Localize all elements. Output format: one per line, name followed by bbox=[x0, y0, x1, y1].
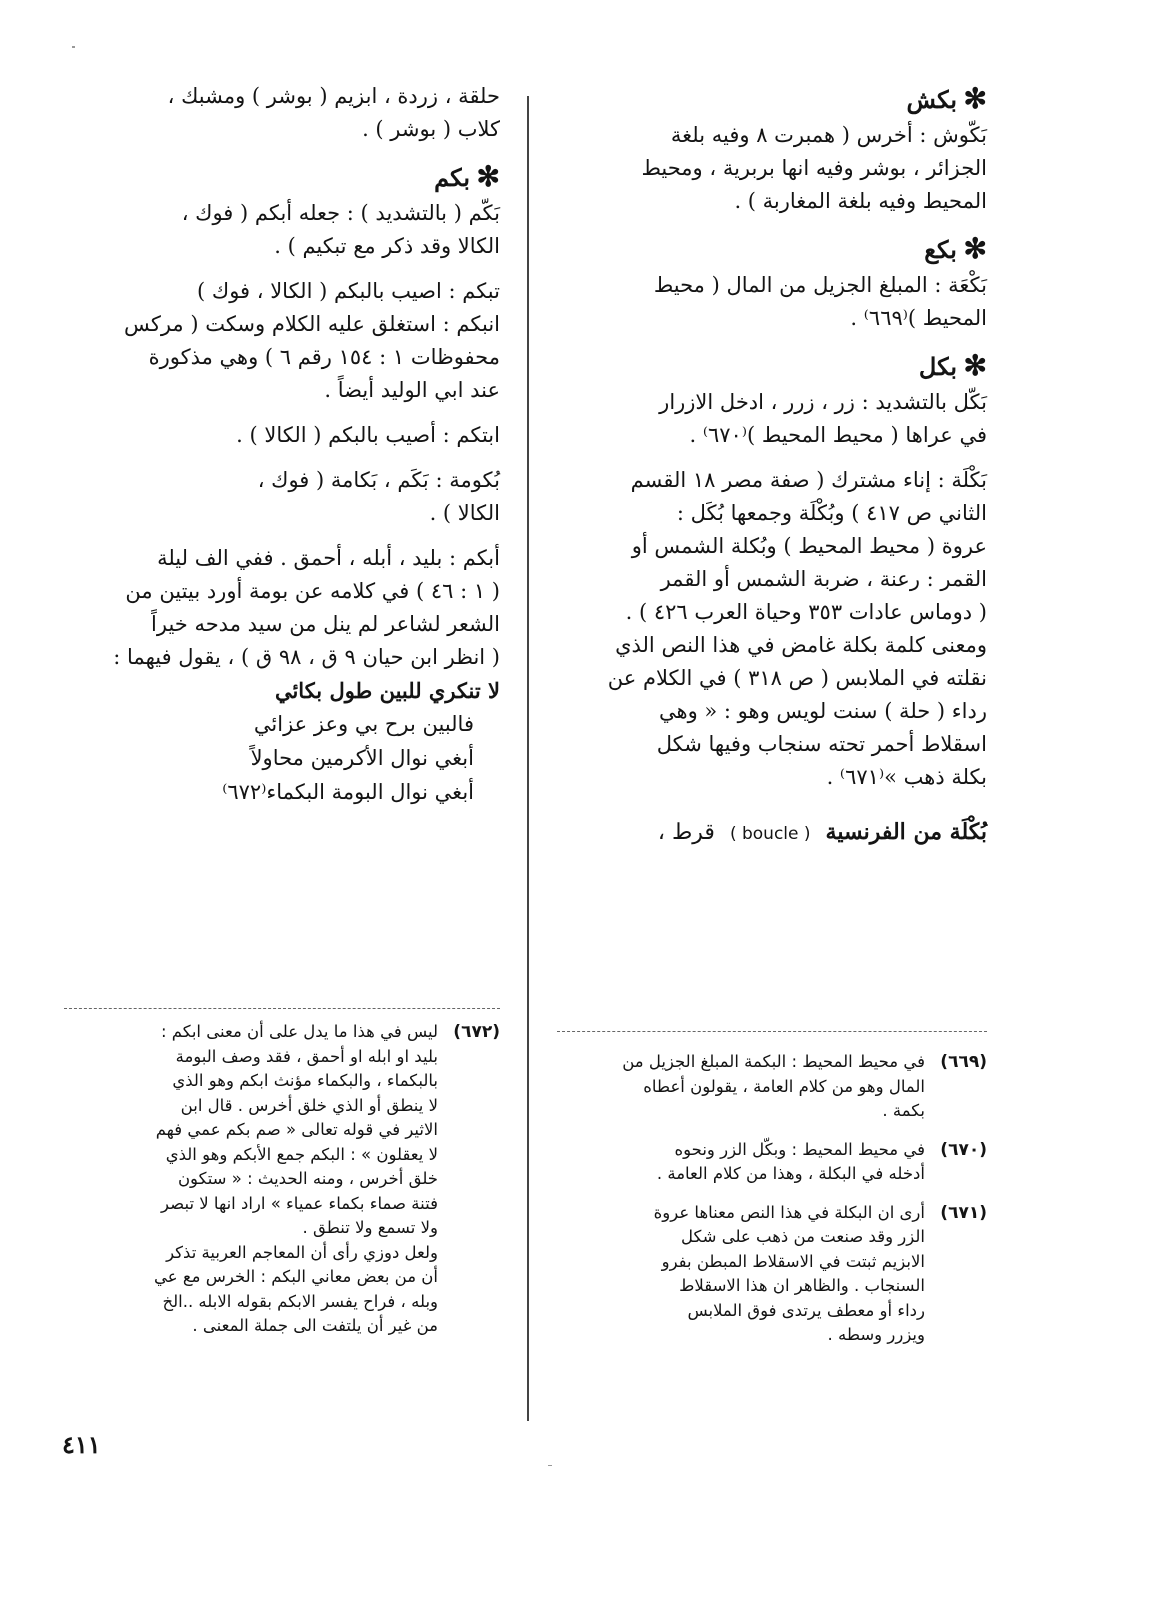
entry-bk3 bbox=[557, 230, 987, 335]
right-column bbox=[557, 80, 987, 854]
asterisk-icon: ✻ bbox=[963, 349, 987, 382]
french-origin-line bbox=[557, 812, 987, 854]
entry-heading: ✻بكع bbox=[557, 230, 987, 269]
definition-paragraph: بَكْعَة : المبلغ الجزيل من المال ( محيط المحيط )⁽٦٦٩⁾ . bbox=[653, 273, 987, 330]
poem-line: فالبين برح بي وعز عزائي bbox=[253, 712, 474, 736]
latin-word: ( boucle ) bbox=[729, 824, 811, 844]
page-number: ٤١١ bbox=[62, 1430, 101, 1459]
entry-bkm bbox=[60, 158, 500, 809]
footnote-number: (٦٧٠) bbox=[940, 1139, 987, 1160]
definition-paragraph: بَكّم ( بالتشديد ) : جعله أبكم ( فوك ، الكالا وقد ذكر مع تبكيم ) . bbox=[181, 201, 500, 258]
continuation-paragraph: حلقة ، زردة ، ابزيم ( بوشر ) ومشبك ، كلاب ( بوشر ) . bbox=[167, 84, 500, 141]
definition-paragraph: ابتكم : أصيب بالبكم ( الكالا ) . bbox=[236, 423, 500, 447]
column-divider bbox=[527, 96, 529, 1421]
footnotes-right bbox=[557, 1050, 987, 1362]
footnote-separator-left bbox=[64, 1008, 500, 1009]
poem-verses bbox=[60, 707, 500, 809]
scan-speck bbox=[548, 1465, 552, 1466]
scan-speck bbox=[72, 46, 75, 48]
footnote-number: (٦٧١) bbox=[940, 1202, 987, 1223]
asterisk-icon: ✻ bbox=[963, 82, 987, 115]
footnote: (٦٧١) أرى ان البكلة في هذا النص معناها عروة الزر وقد صنعت من ذهب على شكل الابزيم ثبتت في الاسقلاط المبطن بفرو السنجاب . والظاهر ان هذا الاسقلاط رداء أو معطف يرتدى فوق الملابس ويزرر وسطه . bbox=[653, 1202, 987, 1344]
footnotes-left bbox=[64, 1020, 500, 1353]
poem-line: أبغي نوال البومة البكماء⁽٦٧٢⁾ bbox=[222, 780, 474, 804]
french-gloss: قرط ، bbox=[657, 820, 715, 845]
definition-paragraph: بَكّوش : أخرس ( همبرت ٨ وفيه بلغة الجزائر ، بوشر وفيه انها بربرية ، ومحيط المحيط وفيه بلغة المغاربة ) . bbox=[641, 123, 987, 213]
poem-line: أبغي نوال الأكرمين محاولاً bbox=[250, 746, 474, 770]
entry-heading: ✻بكم bbox=[60, 158, 500, 197]
footnote: (٦٦٩) في محيط المحيط : البكمة المبلغ الجزيل من المال وهو من كلام العامة ، يقولون أعطاه بكمة . bbox=[622, 1052, 987, 1120]
entry-heading: ✻بكل bbox=[557, 347, 987, 386]
footnote: (٦٧٢) ليس في هذا ما يدل على أن معنى ابكم : بليد او ابله او أحمق ، فقد وصف البومة بالبكماء ، والبكماء مؤنث ابكم وهو الذي لا ينطق أو الذي خلق أخرس . قال ابن الاثير في قوله تعالى « صم بكم عمي فهم لا يعقلون » : البكم جمع الأبكم وهو الذي خلق أخرس ، ومنه الحديث : « ستكون فتنة صماء بكماء عمياء » اراد انها لا تبصر ولا تسمع ولا تنطق . ولعل دوزي رأى أن المعاجم العربية تذكر أن من بعض معاني البكم : الخرس مع عي وبله ، فراح يفسر الابكم بقوله الابله ..الخ من غير أن يلتفت الى جملة المعنى . bbox=[154, 1022, 500, 1335]
entry-bkl bbox=[557, 347, 987, 794]
asterisk-icon: ✻ bbox=[476, 160, 500, 193]
definition-paragraph: بُكومة : بَكَم ، بَكامة ( فوك ، الكالا ) . bbox=[257, 468, 500, 525]
definition-paragraph: أبكم : بليد ، أبله ، أحمق . ففي الف ليلة ( ١ : ٤٦ ) في كلامه عن بومة أورد بيتين من الشعر لشاعر لم ينل من سيد مدحه خيراً ( انظر ابن حيان ٩ ق ، ٩٨ ق ) ، يقول فيهما : لا تنكري للبين طول بكائي bbox=[113, 546, 500, 703]
definition-paragraph: تبكم : اصيب بالبكم ( الكالا ، فوك ) انبكم : استغلق عليه الكلام وسكت ( مركس محفوظات ١ : ١٥٤ رقم ٦ ) وهي مذكورة عند ابي الوليد أيضاً . bbox=[124, 279, 500, 402]
asterisk-icon: ✻ bbox=[963, 232, 987, 265]
definition-paragraph: بَكْلَة : إناء مشترك ( صفة مصر ١٨ القسم الثاني ص ٤١٧ ) وبُكْلَة وجمعها بُكَل : عروة ( محيط المحيط ) وبُكلة الشمس أو القمر : رعنة ، ضربة الشمس أو القمر ( دوماس عادات ٣٥٣ وحياة العرب ٤٢٦ ) . ومعنى كلمة بكلة غامض في هذا النص الذي نقلته في الملابس ( ص ٣١٨ ) في الكلام عن رداء ( حلة ) سنت لويس وهو : « وهي اسقلاط أحمر تحته سنجاب وفيها شكل بكلة ذهب »⁽٦٧١⁾ . bbox=[607, 468, 987, 789]
entry-heading: ✻بكش bbox=[557, 80, 987, 119]
footnote-number: (٦٦٩) bbox=[940, 1052, 987, 1072]
entry-bksh bbox=[557, 80, 987, 218]
footnote-separator-right bbox=[557, 1031, 987, 1032]
footnote: (٦٧٠) في محيط المحيط : وبكّل الزر ونحوه أدخله في البكلة ، وهذا من كلام العامة . bbox=[656, 1139, 987, 1183]
definition-paragraph: بَكّل بالتشديد : زر ، زرر ، ادخل الازرار في عراها ( محيط المحيط )⁽٦٧٠⁾ . bbox=[659, 390, 987, 447]
footnote-number: (٦٧٢) bbox=[453, 1022, 500, 1042]
french-keyword: بُكْلَة من الفرنسية bbox=[825, 819, 987, 845]
left-column bbox=[60, 80, 500, 821]
